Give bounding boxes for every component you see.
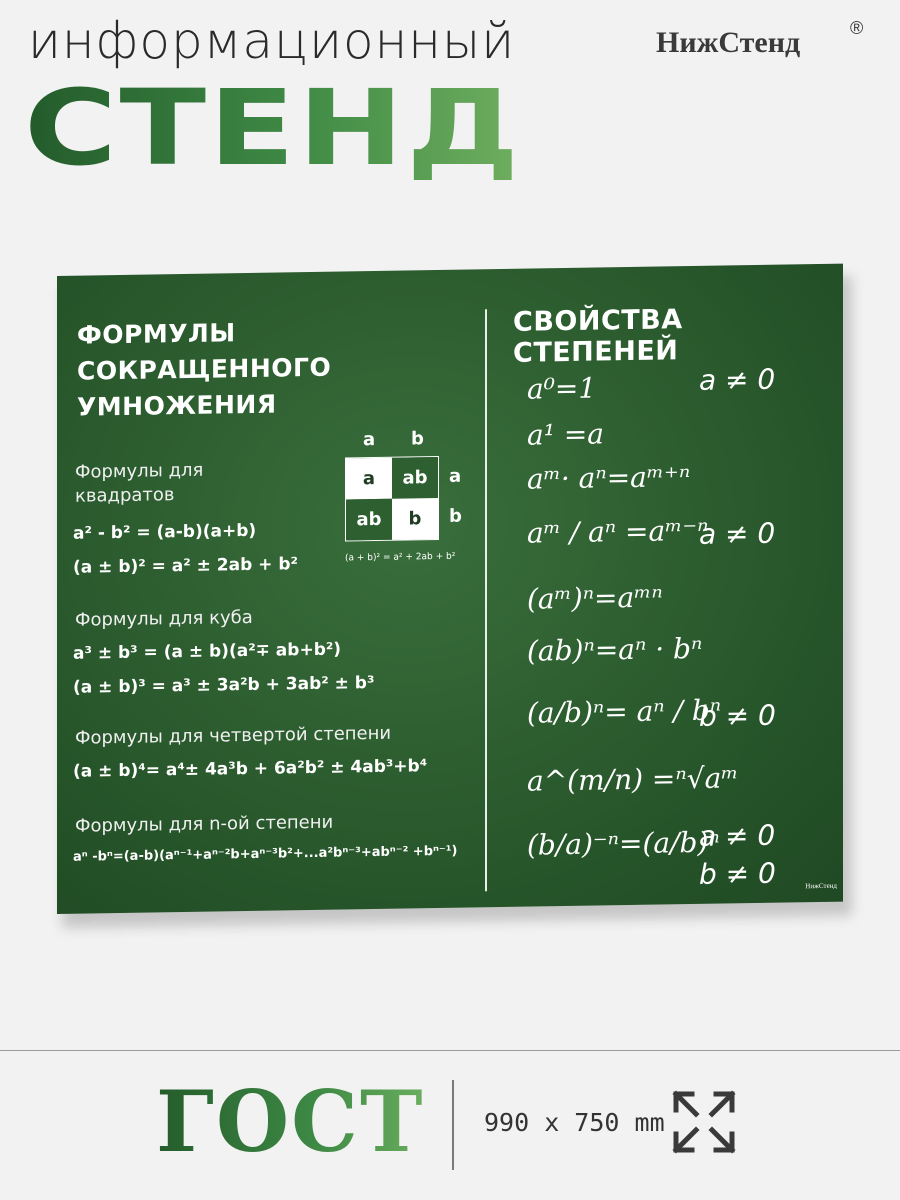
- section-title-squares-2: квадратов: [75, 484, 175, 507]
- property-root: a^(m/n) =ⁿ√aᵐ: [527, 761, 739, 798]
- square-top-label-a: a: [363, 429, 376, 451]
- formula-square-sum: (a ± b)² = a² ± 2ab + b²: [73, 554, 298, 578]
- formula-fourth-power: (a ± b)⁴= a⁴± 4a³b + 6a²b² ± 4ab³+b⁴: [73, 756, 428, 782]
- square-formula: (a + b)² = a² + 2ab + b²: [345, 551, 456, 564]
- formula-cube-sum: a³ ± b³ = (a ± b)(a²∓ ab+b²): [73, 639, 342, 664]
- expand-arrows-icon: [670, 1088, 738, 1156]
- square-cell: b: [392, 498, 438, 540]
- gost-label: ГОСТ: [156, 1072, 425, 1171]
- section-title-nth: Формулы для n-ой степени: [75, 811, 334, 837]
- property-power-of-product: (ab)ⁿ=aⁿ · bⁿ: [527, 631, 703, 668]
- board-divider: [485, 309, 487, 891]
- registered-mark: ®: [850, 18, 864, 38]
- square-top-label-b: b: [411, 428, 424, 450]
- board-brand: НижСтенд: [805, 881, 837, 891]
- left-heading-line: УМНОЖЕНИЯ: [77, 389, 277, 422]
- section-title-fourth: Формулы для четвертой степени: [75, 722, 392, 749]
- formula-cube-binomial: (a ± b)³ = a³ ± 3a²b + 3ab² ± b³: [73, 673, 375, 698]
- square-side-label-a: a: [449, 465, 462, 487]
- square-cell: a: [346, 458, 392, 500]
- left-heading: [77, 314, 331, 426]
- square-cell: ab: [346, 499, 392, 541]
- brand-logo: НижСтенд: [656, 26, 801, 59]
- formula-diff-squares: a² - b² = (a-b)(a+b): [73, 520, 257, 544]
- square-side-label-b: b: [449, 505, 462, 527]
- header-title: СТЕНД: [24, 67, 522, 189]
- condition-b-nonzero: b ≠ 0: [699, 698, 776, 733]
- property-power-of-power: (aᵐ)ⁿ=aᵐⁿ: [527, 580, 663, 616]
- formula-board: [57, 264, 843, 914]
- left-heading-line: СОКРАЩЕННОГО: [77, 352, 332, 386]
- section-title-squares: Формулы для: [75, 459, 204, 483]
- condition-a-nonzero: a ≠ 0: [699, 362, 776, 397]
- condition-a-nonzero: a ≠ 0: [699, 818, 776, 853]
- property-first-power: a¹ =a: [527, 417, 604, 452]
- square-diagram: [345, 456, 439, 541]
- left-heading-line: ФОРМУЛЫ: [77, 318, 236, 350]
- section-title-cube: Формулы для куба: [75, 606, 253, 631]
- property-product: aᵐ· aⁿ=aᵐ⁺ⁿ: [527, 460, 691, 496]
- condition-a-nonzero: a ≠ 0: [699, 516, 776, 551]
- right-heading: СВОЙСТВА СТЕПЕНЕЙ: [513, 304, 683, 369]
- formula-nth-power: aⁿ -bⁿ=(a-b)(aⁿ⁻¹+aⁿ⁻²b+aⁿ⁻³b²+...a²bⁿ⁻³+abⁿ⁻² +bⁿ⁻¹): [73, 843, 458, 865]
- footer-divider: [0, 1050, 900, 1051]
- property-zero-power: a⁰=1: [527, 371, 597, 406]
- header-subtitle: информационный: [28, 12, 516, 70]
- square-cell: ab: [392, 457, 438, 499]
- property-quotient: aᵐ / aⁿ =aᵐ⁻ⁿ: [527, 513, 709, 550]
- property-negative-power: (b/a)⁻ⁿ=(a/b)ⁿ: [527, 825, 720, 862]
- property-power-of-fraction: (a/b)ⁿ= aⁿ / bⁿ: [527, 693, 722, 730]
- condition-b-nonzero: b ≠ 0: [699, 856, 776, 891]
- footer-separator: [452, 1080, 454, 1170]
- board-size: 990 x 750 mm: [484, 1108, 665, 1137]
